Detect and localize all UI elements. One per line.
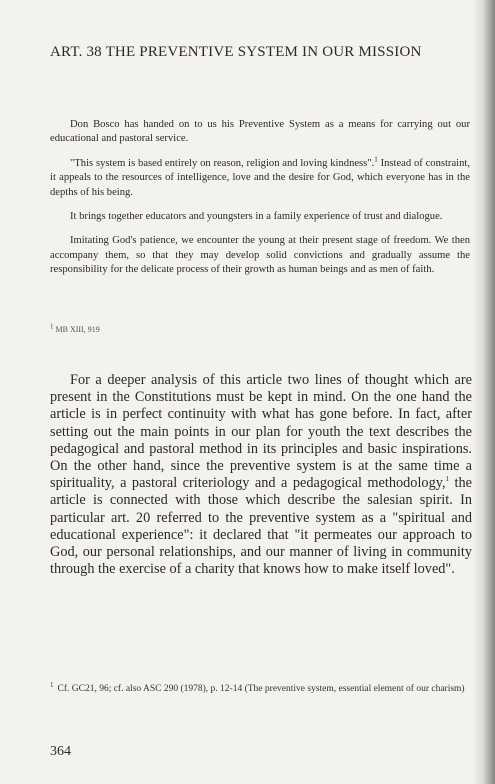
article-paragraph: Imitating God's patience, we encounter the young at their present stage of freedom. We then accompany them, so that they may develop solid convictions and gradually assume the responsibility for the delicate process of their growth as human beings and as men of faith. — [50, 235, 470, 276]
footnote-marker: 1 — [445, 475, 450, 484]
page-edge-shadow — [473, 0, 495, 784]
commentary-paragraph — [50, 372, 472, 578]
commentary-part-2: the article is connected with those which describe the salesian spirit. In particular art. 20 referred to the preventive system as a "spiritual and educational experience": it declared that "it permeates our approach to God, our personal relationships, and our manner of living in community through the exercise of a charity that knows how to make itself loved". — [50, 475, 472, 578]
article-footnote — [50, 322, 100, 334]
commentary-text — [50, 372, 472, 578]
article-text — [50, 118, 470, 288]
footnote-marker: 1 — [50, 680, 54, 689]
page-footnote-text: Cf. GC21, 96; cf. also ASC 290 (1978), p. 12-14 (The preventive system, essential element of our charism) — [57, 684, 465, 694]
article-paragraph — [50, 157, 470, 200]
article-paragraph: Don Bosco has handed on to us his Preventive System as a means for carrying out our educational and pastoral service. — [50, 119, 470, 145]
page-footnote — [50, 680, 470, 696]
article-quote-continuation: Instead of constraint, it appeals to the resources of intelligence, love and the desire for God, which everyone has in the depths of his being. — [50, 157, 470, 198]
commentary-part-1: For a deeper analysis of this article two lines of thought which are present in the Constitutions must be kept in mind. On the one hand the article is in perfect continuity with what has gone before. In fact, after setting out the main points in our plan for youth the text describes the pedagogical and pastoral method in its principles and basic inspirations. On the other hand, since the preventive system is at the same time a spirituality, a pastoral criteriology and a pedagogical methodology, — [50, 372, 472, 492]
article-quote: "This system is based entirely on reason, religion and loving kindness". — [70, 157, 375, 169]
article-footnote-text: MB XIII, 919 — [55, 325, 100, 334]
article-paragraph: It brings together educators and youngsters in a family experience of trust and dialogue. — [70, 211, 443, 223]
page-number: 364 — [50, 744, 71, 759]
footnote-marker: 1 — [50, 322, 54, 331]
footnote-marker: 1 — [374, 155, 378, 164]
page-title: ART. 38 THE PREVENTIVE SYSTEM IN OUR MISSION — [50, 44, 422, 60]
